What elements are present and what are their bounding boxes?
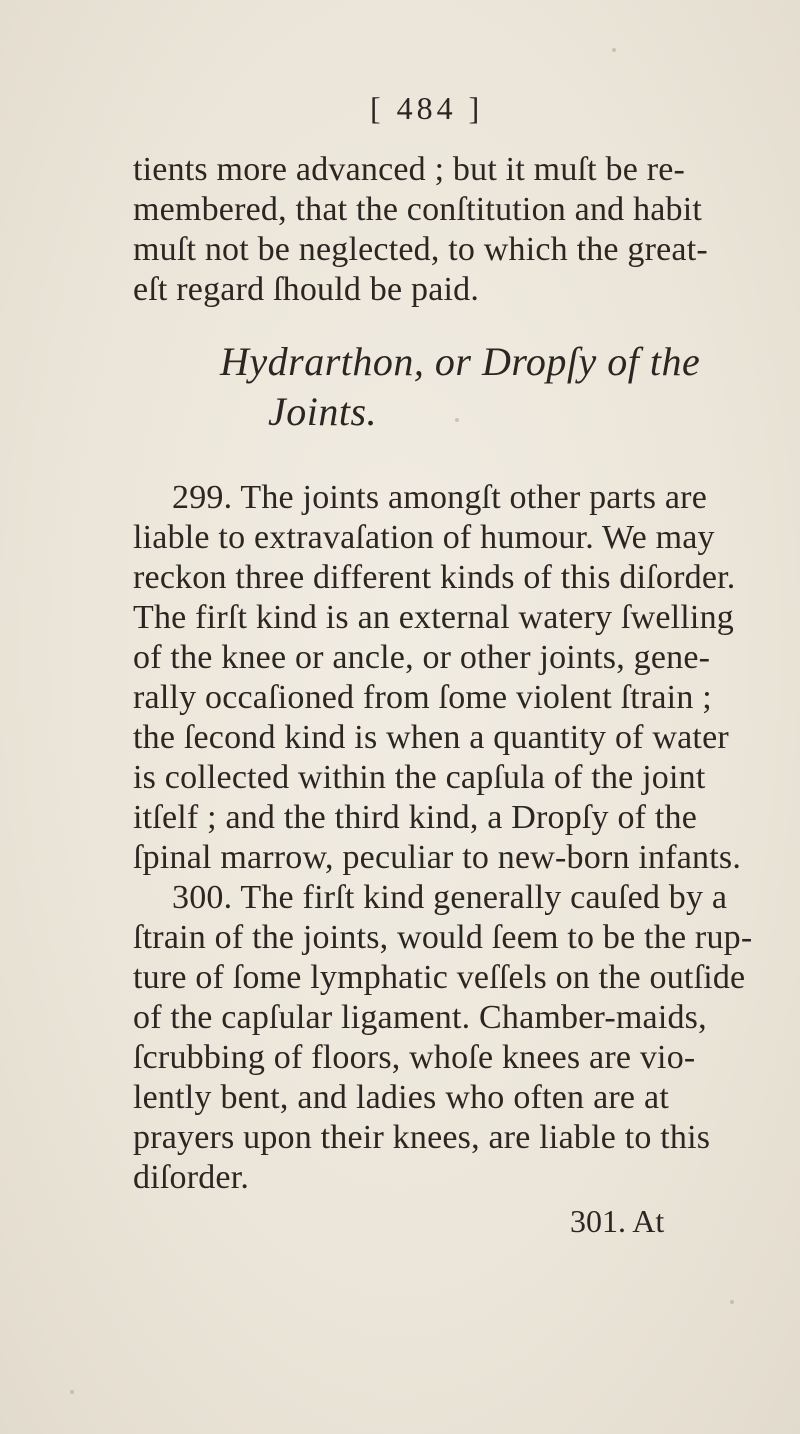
section-heading-continued: Joints. bbox=[268, 389, 378, 434]
paragraph-first-line: 300. The firſt kind generally cauſed by a bbox=[172, 879, 728, 916]
section-heading: Hydrarthon, or Dropſy of the bbox=[220, 339, 701, 384]
page-number: [ 484 ] bbox=[370, 90, 484, 126]
paper-speck bbox=[455, 418, 459, 422]
text-line: membered, that the conſtitution and habit bbox=[133, 191, 703, 228]
text-line: ture of ſome lymphatic veſſels on the outſide bbox=[133, 959, 746, 996]
text-line: tients more advanced ; but it muſt be re- bbox=[133, 151, 686, 188]
text-line: of the knee or ancle, or other joints, gene- bbox=[133, 639, 711, 676]
text-line: diſorder. bbox=[133, 1159, 250, 1196]
text-line: itſelf ; and the third kind, a Dropſy of the bbox=[133, 799, 698, 836]
text-line: ſtrain of the joints, would ſeem to be the rup- bbox=[133, 919, 753, 956]
text-line: prayers upon their knees, are liable to this bbox=[133, 1119, 711, 1156]
text-line: of the capſular ligament. Chamber-maids, bbox=[133, 999, 707, 1036]
paper-speck bbox=[612, 48, 616, 52]
text-line: is collected within the capſula of the joint bbox=[133, 759, 706, 796]
text-line: ſcrubbing of floors, whoſe knees are vio- bbox=[133, 1039, 696, 1076]
paragraph-first-line: 299. The joints amongſt other parts are bbox=[172, 479, 707, 516]
paper-speck bbox=[70, 1390, 74, 1394]
text-line: ſpinal marrow, peculiar to new-born infants. bbox=[133, 839, 742, 876]
text-line: reckon three different kinds of this diſorder. bbox=[133, 559, 736, 596]
text-line: lently bent, and ladies who often are at bbox=[133, 1079, 669, 1116]
text-line: The firſt kind is an external watery ſwelling bbox=[133, 599, 734, 636]
text-line: the ſecond kind is when a quantity of water bbox=[133, 719, 729, 756]
text-line: eſt regard ſhould be paid. bbox=[133, 271, 480, 308]
paper-speck bbox=[730, 1300, 734, 1304]
text-line: liable to extravaſation of humour. We may bbox=[133, 519, 715, 556]
text-line: rally occaſioned from ſome violent ſtrain ; bbox=[133, 679, 712, 716]
catchword: 301. At bbox=[570, 1203, 665, 1239]
text-line: muſt not be neglected, to which the great- bbox=[133, 231, 708, 268]
